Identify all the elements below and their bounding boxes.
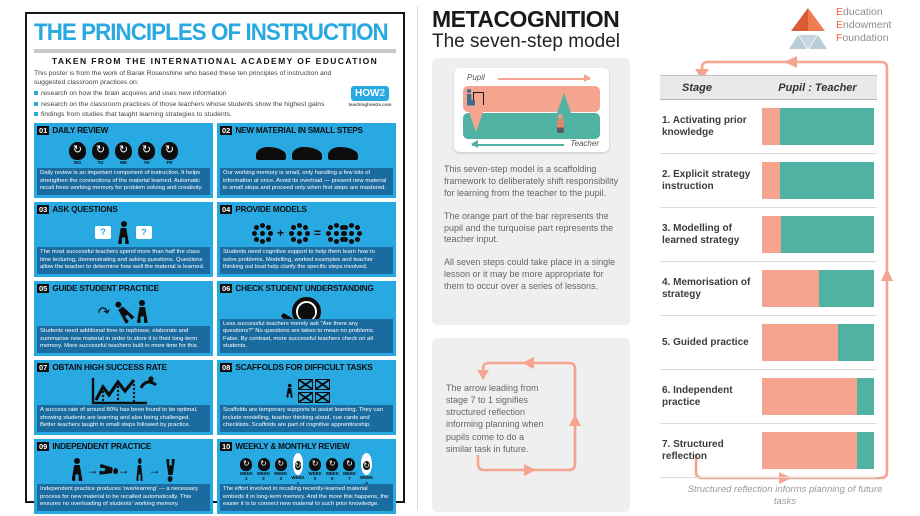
shoe-icon [292, 147, 322, 160]
pupil-arrow-icon [498, 78, 590, 80]
section-scaffolds [217, 360, 396, 435]
paragraph: This seven-step model is a scaffolding framework to deliberately shift responsibility for learning from the teacher to the pupil. [444, 164, 619, 198]
section-number: 06 [222, 283, 231, 293]
model-description-card [432, 58, 630, 325]
coach-figure-icon [136, 300, 149, 324]
how2-badge [351, 86, 389, 101]
section-number: 05 [39, 283, 48, 293]
pose-icon [71, 458, 84, 482]
table-row [660, 208, 877, 262]
pupil-segment [762, 378, 857, 415]
teacher-arrow-icon [472, 144, 564, 146]
section-number: 07 [39, 362, 48, 372]
eef-initial: E [836, 6, 844, 18]
arrow-right-icon [118, 463, 130, 477]
week-word: WEEK [274, 470, 288, 476]
stage-label: 3. Modelling of learned strategy [662, 222, 740, 246]
eef-word: ducation [843, 6, 883, 18]
teacher-segment [780, 162, 874, 199]
section-small-steps [217, 123, 396, 198]
head-recall-icon [92, 142, 109, 160]
section-guide-practice [34, 281, 213, 356]
success-chart-icon [37, 372, 210, 409]
shoes-icons [220, 135, 393, 172]
how2-number: 2 [379, 88, 385, 99]
table-row [660, 154, 877, 208]
model-description-text [444, 164, 620, 304]
bullet-text: findings from studies that taught learning strategies to students. [41, 110, 232, 118]
section-caption: Independent practice produces 'overlearning' — a necessary process for new material to be recalled automatically. This ensures no overloading of students' working memory. [37, 484, 210, 511]
head-recall-icon [69, 142, 86, 160]
stage-label: 1. Activating prior knowledge [662, 114, 747, 138]
network-cluster-icon [339, 221, 363, 245]
section-number: 09 [39, 441, 48, 451]
paragraph: All seven steps could take place in a single lesson or it may be more appropriate for them to occur over a series of lessons. [444, 257, 616, 291]
section-number: 10 [222, 441, 231, 451]
intro-text: This poster is from the work of Barak Rosenshine who based these ten principles of instruction and suggested classroom practices on: [34, 70, 332, 87]
teacher-segment [781, 216, 874, 253]
day-label: FR [166, 159, 173, 165]
pose-icon [98, 463, 118, 478]
section-title: SCAFFOLDS FOR DIFFICULT TASKS [235, 363, 373, 373]
head-recall-icon [275, 458, 287, 471]
week-number: 3 [279, 476, 282, 482]
stage-label: 4. Memorisation of strategy [662, 276, 751, 300]
section-caption: Students need additional time to rephrase, elaborate and summarise new material in order to store it in their long-term memory. More successful teachers built in more time for this. [37, 326, 210, 353]
pupil-segment [762, 108, 780, 145]
table-row [660, 424, 877, 478]
arrow-right-icon [87, 463, 99, 477]
bullet-square-icon [34, 112, 38, 116]
week-word: WEEK [342, 470, 357, 476]
section-success-rate [34, 360, 213, 435]
scaffold-icons [220, 372, 393, 409]
scaffold-cell-icon [315, 379, 330, 390]
weekly-review-icons [220, 451, 393, 488]
principles-grid [34, 123, 396, 514]
table-header [660, 75, 877, 100]
section-number: 01 [39, 125, 48, 135]
pupil-wedge-icon [469, 112, 483, 132]
pupil-segment [762, 270, 819, 307]
teacher-segment [819, 270, 874, 307]
week-word: WEEK [256, 470, 271, 476]
head-recall-icon [363, 461, 370, 470]
poster-title: THE PRINCIPLES OF INSTRUCTION [34, 19, 388, 46]
loop-description: The arrow leading from stage 7 to 1 signifies structured reflection informing planning when pupils come to do a similar task in future. [446, 383, 544, 454]
how2-logo [344, 83, 396, 107]
section-caption: A success rate of around 80% has been found to be optimal, showing students are learning and also being challenged. Better teachers taught in small steps followed by practice. [37, 405, 210, 432]
day-label: WE [119, 159, 128, 165]
stage-label: 6. Independent practice [662, 384, 733, 408]
week-number: 5 [313, 476, 317, 482]
pupil-segment [762, 324, 838, 361]
question-card-icon [95, 226, 111, 239]
teacher-segment [857, 432, 874, 469]
practising-figure-icon [111, 298, 136, 325]
section-title: INDEPENDENT PRACTICE [52, 442, 152, 452]
week-word: WEEK [360, 475, 374, 481]
stage-label: 7. Structured reflection [662, 438, 724, 462]
section-title: DAILY REVIEW [52, 126, 109, 136]
section-provide-models [217, 202, 396, 277]
eef-initial: F [836, 32, 843, 45]
page-divider [417, 6, 418, 510]
section-caption: Less successful teachers merely ask "Are there any questions?" No questions are taken to mean no problems. False. By contrast, more successful teachers check on all students. [220, 319, 393, 353]
curved-arrow-icon [96, 302, 112, 322]
head-recall-icon [161, 142, 178, 160]
scaffold-cell-icon [315, 392, 330, 403]
ratio-bar [762, 216, 874, 253]
pose-icon [165, 458, 175, 482]
scaffold-cell-icon [298, 379, 313, 390]
week-number: 2 [262, 476, 265, 482]
head-recall-icon [240, 458, 252, 471]
stage-label: 5. Guided practice [662, 336, 749, 348]
highlight-circle [293, 453, 304, 475]
section-title: NEW MATERIAL IN SMALL STEPS [235, 126, 363, 136]
section-title: WEEKLY & MONTHLY REVIEW [235, 442, 350, 452]
head-recall-icon [295, 461, 302, 470]
eef-initial: E [836, 19, 844, 32]
table-row [660, 370, 877, 424]
pupil-segment [762, 432, 857, 469]
shoe-icon [328, 147, 358, 160]
principles-poster [25, 12, 405, 508]
eef-name [836, 6, 891, 45]
network-cluster-icon [287, 221, 311, 245]
day-label: TU [97, 159, 104, 165]
section-title: ASK QUESTIONS [52, 205, 118, 215]
chart-footer-note: Structured reflection informs planning of future tasks [687, 484, 883, 508]
network-model-icons [220, 214, 393, 251]
intro-bullet [34, 110, 344, 119]
mini-chart-icon [89, 375, 159, 407]
head-recall-icon [326, 458, 338, 471]
ratio-bar [762, 432, 874, 469]
teacher-segment [838, 324, 874, 361]
section-weekly-monthly-review [217, 439, 396, 514]
table-row [660, 316, 877, 370]
bullet-text: research on the classroom practices of those teachers whose students show the highest gains [41, 100, 325, 108]
head-recall-icon [309, 458, 321, 471]
week-word: WEEK [308, 470, 322, 476]
stage-label: 2. Explicit strategy instruction [662, 168, 751, 192]
how2-site-text: teachinghow2s.com [348, 102, 392, 107]
stage-table [660, 75, 877, 478]
shoe-icon [256, 147, 286, 160]
week-word: WEEK [325, 470, 339, 476]
stage-header: Stage [682, 81, 712, 94]
week-number: 1 [245, 476, 248, 482]
paragraph: The orange part of the bar represents the pupil and the turquoise part represents the teacher input. [444, 210, 614, 245]
question-card-icon [136, 226, 152, 239]
section-caption: The effort involved in recalling recently-learned material embeds it in long-term memory. And the more this happens, the easier it is to connect new material to such prior knowledge. [220, 484, 393, 511]
table-row [660, 100, 877, 154]
bullet-text: research on how the brain acquires and uses new information [41, 90, 227, 98]
gymnast-sequence-icons [37, 451, 210, 488]
section-caption: The most successful teachers spend more than half the class time lecturing, demonstrating and asking questions. Questions allow the teacher to determine how well the material is learned. [37, 247, 210, 274]
eef-logo [786, 6, 891, 52]
section-caption: Students need cognitive support to help them learn how to solve problems. Modelling, worked examples and teacher thinking out loud help clarify the specific steps involved. [220, 247, 393, 274]
day-label: TH [143, 159, 150, 165]
ratio-bar [762, 270, 874, 307]
teacher-segment [857, 378, 874, 415]
bullet-square-icon [34, 102, 38, 106]
ask-questions-icons [37, 214, 210, 251]
section-title: GUIDE STUDENT PRACTICE [52, 284, 159, 294]
section-ask-questions [34, 202, 213, 277]
equals-icon [314, 226, 321, 240]
section-number: 02 [222, 125, 231, 135]
section-number: 04 [222, 204, 231, 214]
ratio-bar [762, 324, 874, 361]
intro-bullet [34, 89, 344, 98]
figure-icon [117, 221, 130, 245]
scaffold-icon [298, 379, 330, 403]
pupil-segment [762, 216, 781, 253]
ratio-bar [762, 162, 874, 199]
teacher-figure-icon [556, 114, 565, 134]
head-recall-icon [343, 458, 355, 471]
teacher-band [463, 113, 600, 139]
section-caption: Daily review is an important component of instruction. It helps strengthen the connections of the material learned. Automatic recall frees working memory for problem solving and creativity. [37, 168, 210, 195]
eef-word: oundation [842, 32, 889, 45]
day-label: MO [73, 159, 82, 165]
teacher-segment [780, 108, 874, 145]
bullet-square-icon [34, 91, 38, 95]
guide-practice-icons [37, 293, 210, 330]
pupil-teacher-diagram [454, 68, 609, 152]
table-row [660, 262, 877, 316]
section-caption: Scaffolds are temporary supports to assist learning. They can include modelling, teacher thinking aloud, cue cards and checklists. Scaffolds are part of cognitive apprenticeship. [220, 405, 393, 432]
ratio-bar [762, 378, 874, 415]
week-word: WEEK [291, 475, 305, 481]
metacognition-subtitle: The seven-step model [432, 31, 620, 52]
head-recall-icon [138, 142, 155, 160]
desk-icon [473, 92, 484, 105]
section-title: OBTAIN HIGH SUCCESS RATE [52, 363, 167, 373]
week-number: 6 [331, 476, 334, 482]
reflection-loop-card [432, 338, 630, 512]
section-independent-practice [34, 439, 213, 514]
eef-triangles-icon [786, 6, 830, 52]
arrow-right-icon [149, 463, 161, 477]
scaffold-cell-icon [298, 392, 313, 403]
pupil-segment [762, 162, 780, 199]
pose-icon [135, 458, 143, 482]
intro-bullet [34, 100, 344, 109]
daily-review-icons [37, 135, 210, 172]
teacher-wedge-icon [557, 93, 571, 113]
section-number: 08 [222, 362, 231, 372]
teacher-label: Teacher [570, 139, 599, 148]
section-title: PROVIDE MODELS [235, 205, 307, 215]
section-daily-review [34, 123, 213, 198]
poster-intro [34, 69, 396, 119]
section-check-understanding [217, 281, 396, 356]
title-rule [34, 49, 396, 53]
eef-word: ndowment [843, 19, 892, 32]
metacognition-title: METACOGNITION [432, 6, 620, 32]
highlight-circle [361, 453, 372, 475]
week-number: 7 [348, 476, 351, 482]
head-recall-icon [258, 458, 270, 471]
pupil-figure-icon [467, 89, 487, 106]
head-recall-icon [115, 142, 132, 160]
plus-icon [277, 226, 284, 240]
pupil-label: Pupil [467, 73, 485, 82]
network-cluster-icon [250, 221, 274, 245]
stage-chart-panel [650, 0, 920, 516]
ratio-bar [762, 108, 874, 145]
poster-subtitle: TAKEN FROM THE INTERNATIONAL ACADEMY OF EDUCATION [51, 56, 379, 66]
section-caption: Our working memory is small, only handling a few bits of information at once. Avoid its overload — present new material in small steps and proceed only when first steps are mastered. [220, 168, 393, 195]
section-title: CHECK STUDENT UNDERSTANDING [235, 284, 374, 294]
week-word: WEEK [239, 470, 253, 476]
climber-figure-icon [286, 384, 294, 398]
how2-text: HOW [354, 88, 380, 99]
ratio-header: Pupil : Teacher [778, 81, 857, 94]
section-number: 03 [39, 204, 48, 214]
